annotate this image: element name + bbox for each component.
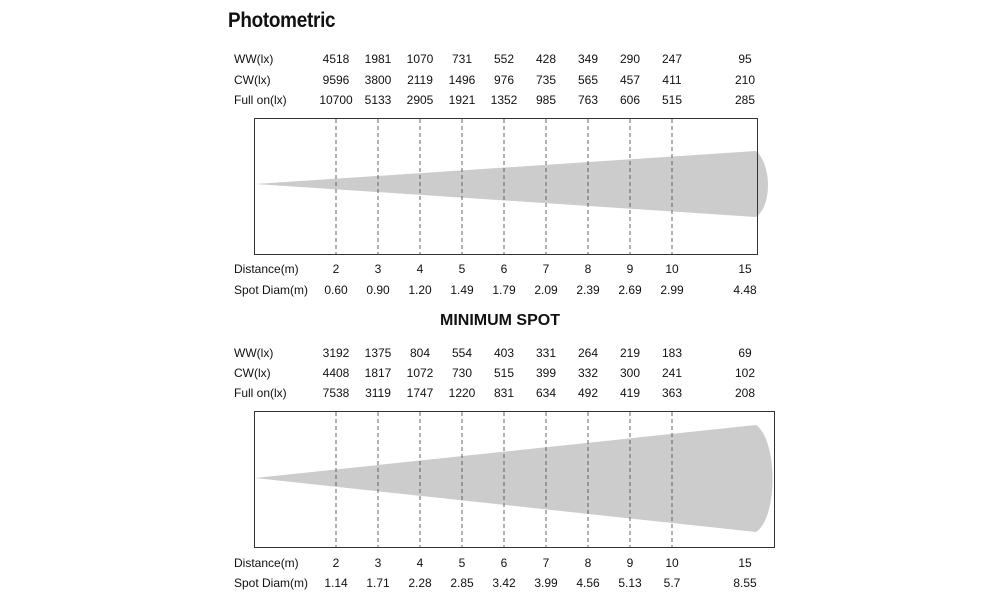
spot-diam-value: 5.13 — [618, 576, 642, 590]
full-on-value: 634 — [535, 386, 557, 400]
full-on-value: 985 — [535, 93, 557, 107]
ww-value: 247 — [661, 52, 683, 66]
ww-label: WW(lx) — [234, 52, 274, 66]
ww-value: 69 — [738, 346, 752, 360]
full-on-value: 419 — [619, 386, 641, 400]
cw-label: CW(lx) — [234, 366, 271, 380]
spot-diam-value: 1.79 — [492, 283, 516, 297]
full-on-value: 515 — [661, 93, 683, 107]
full-on-value: 5133 — [364, 93, 392, 107]
distance-value: 10 — [665, 262, 679, 276]
distance-value: 6 — [500, 262, 508, 276]
spot-diam-value: 3.42 — [492, 576, 516, 590]
spot-diam-value: 2.69 — [618, 283, 642, 297]
ww-value: 731 — [451, 52, 473, 66]
spot-diam-value: 5.7 — [663, 576, 681, 590]
ww-value: 219 — [619, 346, 641, 360]
distance-value: 9 — [626, 262, 634, 276]
distance-value: 10 — [665, 556, 679, 570]
ww-value: 95 — [738, 52, 752, 66]
cw-value: 1072 — [406, 366, 434, 380]
cw-value: 730 — [451, 366, 473, 380]
spot-diam-value: 3.99 — [534, 576, 558, 590]
ww-value: 1375 — [364, 346, 392, 360]
distance-value: 8 — [584, 556, 592, 570]
ww-label: WW(lx) — [234, 346, 274, 360]
full-on-value: 763 — [577, 93, 599, 107]
ww-value: 264 — [577, 346, 599, 360]
distance-value: 3 — [374, 556, 382, 570]
cw-value: 210 — [734, 73, 756, 87]
cw-value: 9596 — [322, 73, 350, 87]
full-on-value: 363 — [661, 386, 683, 400]
spot-diam-value: 1.49 — [450, 283, 474, 297]
spot-diam-value: 2.99 — [660, 283, 684, 297]
beam-cone — [255, 151, 768, 217]
spot-diam-value: 2.09 — [534, 283, 558, 297]
full-on-value: 3119 — [365, 386, 391, 400]
distance-guides — [336, 412, 672, 547]
spot-diam-label: Spot Diam(m) — [234, 283, 309, 297]
cw-value: 102 — [734, 366, 756, 380]
page-title: Photometric — [228, 9, 336, 32]
cw-value: 1496 — [448, 73, 476, 87]
ww-value: 4518 — [322, 52, 350, 66]
spot-diam-value: 1.71 — [366, 576, 390, 590]
cw-value: 1817 — [364, 366, 392, 380]
full-on-value: 606 — [619, 93, 641, 107]
full-on-value: 1220 — [448, 386, 476, 400]
full-on-value: 7538 — [322, 386, 350, 400]
full-on-value: 1921 — [448, 93, 476, 107]
cw-value: 332 — [577, 366, 599, 380]
distance-value: 4 — [416, 556, 424, 570]
ww-value: 3192 — [322, 346, 350, 360]
distance-value: 15 — [738, 262, 752, 276]
ww-value: 290 — [619, 52, 641, 66]
distance-value: 5 — [458, 262, 466, 276]
diagram-frame — [255, 412, 775, 548]
ww-value: 552 — [493, 52, 515, 66]
spot-diam-value: 2.28 — [408, 576, 432, 590]
cw-value: 515 — [493, 366, 515, 380]
full-on-label: Full on(lx) — [234, 386, 287, 400]
ww-value: 804 — [409, 346, 431, 360]
ww-value: 183 — [661, 346, 683, 360]
cw-value: 399 — [535, 366, 557, 380]
full-on-value: 285 — [734, 93, 756, 107]
distance-value: 6 — [500, 556, 508, 570]
full-on-value: 2905 — [406, 93, 434, 107]
distance-guides — [336, 119, 672, 254]
spot-diam-value: 2.39 — [576, 283, 600, 297]
cw-value: 4408 — [322, 366, 350, 380]
full-on-value: 831 — [493, 386, 515, 400]
ww-value: 428 — [535, 52, 557, 66]
distance-value: 4 — [416, 262, 424, 276]
full-on-value: 10700 — [319, 93, 353, 107]
distance-label: Distance(m) — [234, 262, 299, 276]
distance-value: 7 — [542, 262, 550, 276]
ww-value: 331 — [535, 346, 557, 360]
cw-value: 735 — [535, 73, 557, 87]
ww-value: 1070 — [406, 52, 434, 66]
ww-value: 349 — [577, 52, 599, 66]
spot-diam-value: 1.14 — [324, 576, 348, 590]
cw-value: 457 — [619, 73, 641, 87]
full-on-value: 492 — [577, 386, 599, 400]
ww-value: 1981 — [364, 52, 392, 66]
cw-value: 241 — [661, 366, 683, 380]
cw-value: 2119 — [407, 73, 433, 87]
cw-label: CW(lx) — [234, 73, 271, 87]
spot-diam-value: 0.90 — [366, 283, 390, 297]
spot-diam-value: 2.85 — [450, 576, 474, 590]
spot-diam-value: 1.20 — [408, 283, 432, 297]
full-on-value: 208 — [734, 386, 756, 400]
full-on-label: Full on(lx) — [234, 93, 287, 107]
distance-value: 2 — [332, 556, 340, 570]
cw-value: 565 — [577, 73, 599, 87]
distance-value: 15 — [738, 556, 752, 570]
cw-value: 3800 — [364, 73, 392, 87]
distance-value: 2 — [332, 262, 340, 276]
beam-cone — [255, 425, 773, 532]
full-on-value: 1352 — [490, 93, 518, 107]
distance-value: 8 — [584, 262, 592, 276]
spot-diam-value: 4.48 — [733, 283, 757, 297]
distance-label: Distance(m) — [234, 556, 299, 570]
full-on-value: 1747 — [406, 386, 434, 400]
ww-value: 554 — [451, 346, 473, 360]
cw-value: 411 — [662, 73, 682, 87]
spot-diam-value: 4.56 — [576, 576, 600, 590]
diagram-frame — [255, 119, 758, 255]
ww-value: 403 — [493, 346, 515, 360]
spot-diam-value: 8.55 — [733, 576, 757, 590]
spot-diam-label: Spot Diam(m) — [234, 576, 309, 590]
spot-diam-value: 0.60 — [324, 283, 348, 297]
cw-value: 976 — [493, 73, 515, 87]
distance-value: 3 — [374, 262, 382, 276]
section-heading-minimum-spot: MINIMUM SPOT — [440, 312, 560, 329]
distance-value: 5 — [458, 556, 466, 570]
distance-value: 9 — [626, 556, 634, 570]
cw-value: 300 — [619, 366, 641, 380]
distance-value: 7 — [542, 556, 550, 570]
